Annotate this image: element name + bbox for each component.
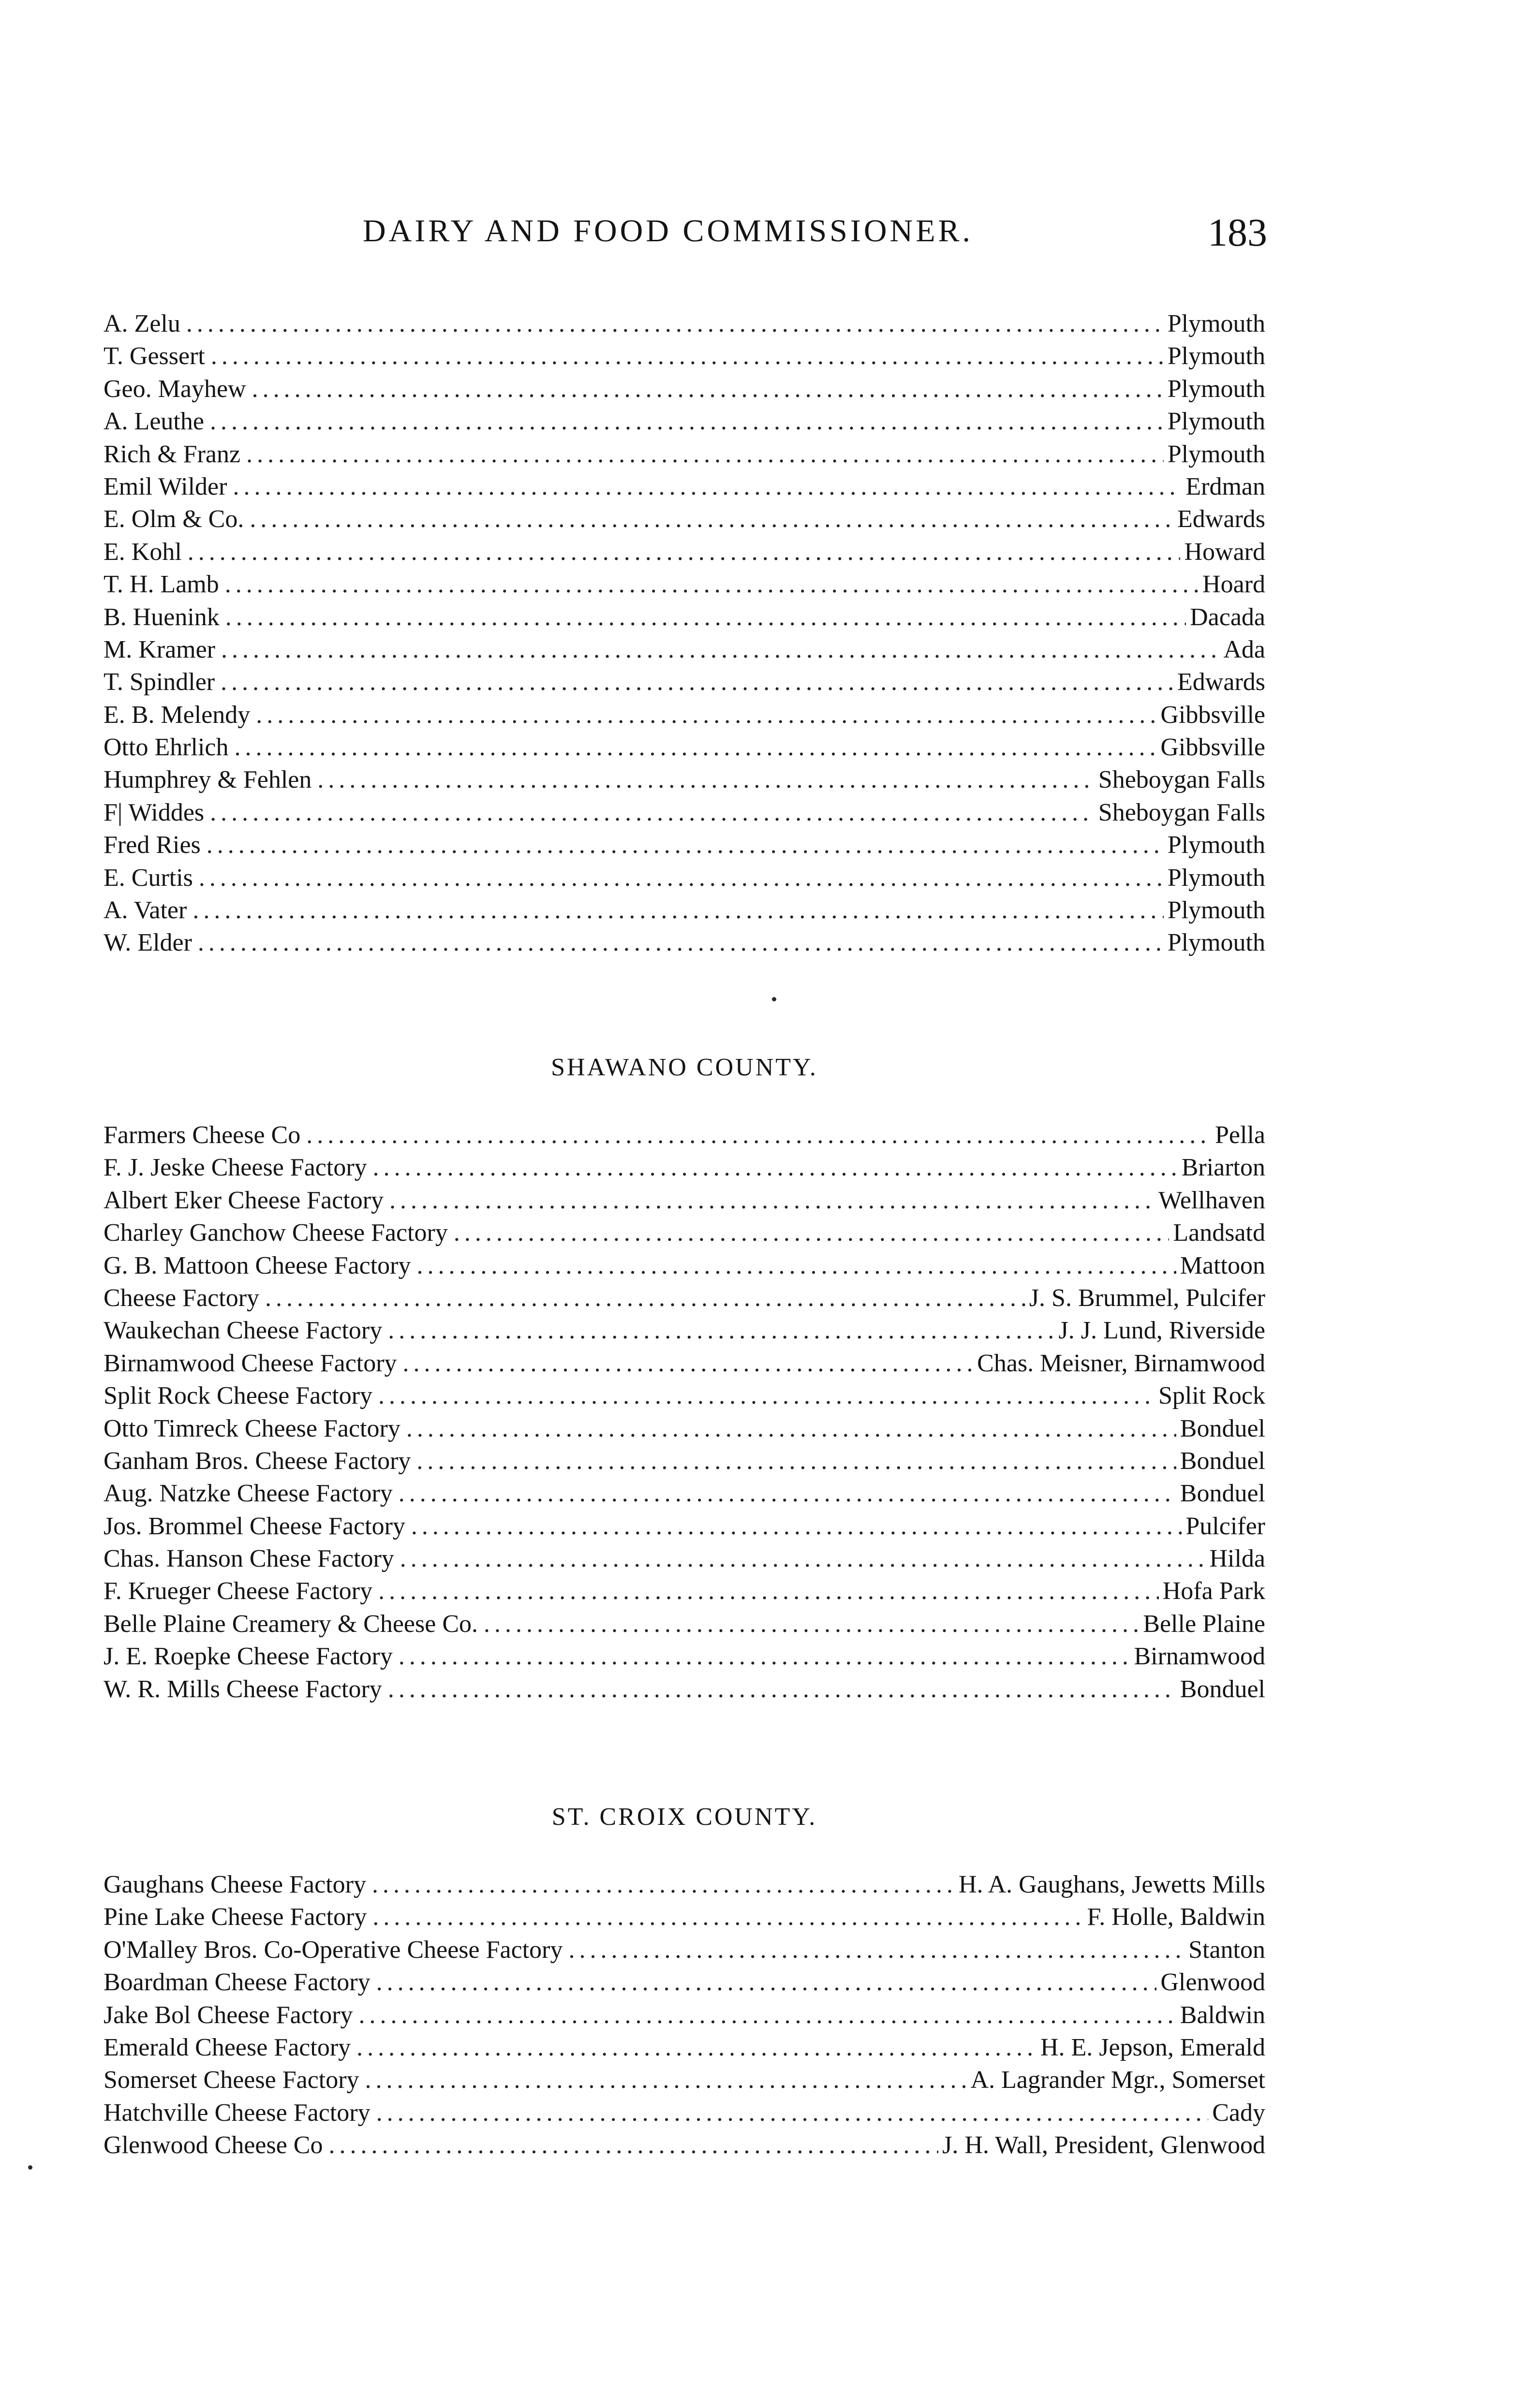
entry-list-shawano-county [104, 1121, 1265, 1707]
entry-location: Split Rock [1158, 1382, 1265, 1410]
entry-location: Hoard [1202, 571, 1265, 599]
entry-location: Plymouth [1167, 831, 1265, 859]
page-title: DAIRY AND FOOD COMMISSIONER. [363, 213, 974, 249]
entry-location: Plymouth [1167, 440, 1265, 468]
entry-location: Plymouth [1167, 896, 1265, 925]
entry-name: A. Vater [104, 896, 187, 925]
page-number: 183 [1208, 210, 1267, 254]
directory-entry [104, 831, 1265, 863]
directory-entry [104, 798, 1265, 831]
entry-location: Plymouth [1167, 375, 1265, 403]
dot-leader [250, 505, 1173, 533]
dot-leader [306, 1121, 1211, 1149]
entry-location: Mattoon [1180, 1251, 1265, 1279]
dot-leader [328, 2131, 938, 2159]
entry-name: T. Spindler [104, 668, 215, 696]
directory-entry [104, 733, 1265, 765]
directory-entry [104, 2099, 1265, 2131]
entry-location: J. J. Lund, Riverside [1058, 1317, 1265, 1345]
dot-leader [265, 1284, 1025, 1312]
entry-name: O'Malley Bros. Co-Operative Cheese Factory [104, 1936, 563, 1964]
entry-location: Bonduel [1180, 1447, 1265, 1475]
directory-entry [104, 375, 1265, 407]
entry-location: Bonduel [1180, 1414, 1265, 1442]
section-heading-shawano-county: SHAWANO COUNTY. [551, 1054, 818, 1081]
dot-leader [454, 1219, 1170, 1247]
entry-name: Belle Plaine Creamery & Cheese Co. [104, 1610, 478, 1638]
entry-location: J. S. Brummel, Pulcifer [1029, 1284, 1265, 1312]
entry-name: Emil Wilder [104, 472, 227, 500]
entry-name: Jos. Brommel Cheese Factory [104, 1512, 405, 1540]
directory-entry [104, 1870, 1265, 1903]
directory-entry [104, 1903, 1265, 1935]
directory-entry [104, 765, 1265, 798]
entry-location: Gibbsville [1160, 734, 1265, 762]
section-heading-st-croix-county: ST. CROIX COUNTY. [551, 1803, 817, 1831]
entry-name: E. B. Melendy [104, 701, 251, 729]
dot-leader [373, 1153, 1178, 1182]
dot-leader [365, 2066, 967, 2094]
entry-name: F. Krueger Cheese Factory [104, 1577, 373, 1605]
dot-leader [317, 765, 1094, 794]
entry-location: Glenwood [1160, 1968, 1265, 1997]
entry-location: Stanton [1188, 1936, 1265, 1964]
entry-location: Plymouth [1167, 408, 1265, 436]
entry-location: Edwards [1177, 505, 1265, 533]
entry-location: Birnamwood [1134, 1643, 1265, 1671]
entry-name: M. Kramer [104, 635, 216, 663]
dot-leader [388, 1316, 1054, 1345]
dot-leader [484, 1610, 1139, 1638]
entry-name: T. Gessert [104, 342, 205, 370]
directory-entry [104, 1186, 1265, 1219]
dot-leader [225, 570, 1199, 599]
directory-entry [104, 1121, 1265, 1153]
entry-name: Rich & Franz [104, 440, 241, 468]
dot-leader [411, 1512, 1182, 1541]
entry-location: H. A. Gaughans, Jewetts Mills [958, 1871, 1265, 1898]
entry-name: Fred Ries [104, 831, 201, 859]
directory-entry [104, 472, 1265, 505]
dot-leader [246, 440, 1164, 469]
entry-name: E. Curtis [104, 864, 193, 892]
directory-entry [104, 1284, 1265, 1316]
dot-leader [389, 1186, 1155, 1215]
dot-leader [207, 831, 1164, 859]
entry-name: W. Elder [104, 929, 192, 957]
entry-location: Plymouth [1167, 929, 1265, 957]
entry-name: F| Widdes [104, 798, 205, 826]
entry-name: Glenwood Cheese Co [104, 2131, 323, 2159]
entry-location: Howard [1184, 538, 1265, 566]
directory-entry [104, 1544, 1265, 1577]
directory-entry [104, 896, 1265, 928]
dot-leader [568, 1936, 1185, 1964]
directory-entry [104, 570, 1265, 602]
dot-leader [372, 1870, 955, 1899]
dot-leader [378, 1381, 1155, 1410]
dot-leader [210, 407, 1164, 436]
dot-leader [403, 1349, 974, 1378]
entry-location: Landsatd [1173, 1219, 1265, 1247]
dot-leader [376, 2099, 1209, 2127]
entry-name: Somerset Cheese Factory [104, 2066, 359, 2094]
directory-entry [104, 1447, 1265, 1479]
directory-entry [104, 538, 1265, 570]
directory-entry [104, 2066, 1265, 2098]
dot-leader [359, 2001, 1176, 2029]
directory-entry [104, 1316, 1265, 1349]
entry-name: A. Zelu [104, 310, 180, 338]
directory-entry [104, 407, 1265, 440]
entry-location: H. E. Jepson, Emerald [1040, 2033, 1265, 2061]
dot-leader [400, 1544, 1206, 1573]
directory-entry [104, 701, 1265, 733]
directory-entry [104, 1936, 1265, 1968]
dot-leader [406, 1414, 1176, 1443]
print-speck [772, 997, 776, 1001]
entry-name: Aug. Natzke Cheese Factory [104, 1480, 393, 1508]
entry-name: Hatchville Cheese Factory [104, 2099, 370, 2127]
entry-location: Gibbsville [1160, 701, 1265, 729]
entry-name: Geo. Mayhew [104, 375, 246, 403]
entry-location: A. Lagrander Mgr., Somerset [970, 2066, 1265, 2094]
entry-name: Albert Eker Cheese Factory [104, 1186, 384, 1214]
entry-name: Gaughans Cheese Factory [104, 1871, 366, 1898]
dot-leader [252, 375, 1164, 403]
print-speck [28, 2165, 32, 2170]
directory-entry [104, 635, 1265, 668]
entry-location: F. Holle, Baldwin [1087, 1903, 1265, 1931]
entry-location: Chas. Meisner, Birnamwood [977, 1349, 1265, 1377]
dot-leader [235, 733, 1157, 762]
entry-name: B. Huenink [104, 603, 220, 631]
entry-location: Ada [1223, 635, 1265, 663]
dot-leader [372, 1903, 1083, 1931]
directory-entry [104, 309, 1265, 342]
entry-location: Cady [1212, 2099, 1265, 2127]
dot-leader [256, 701, 1156, 729]
directory-entry [104, 1512, 1265, 1544]
entry-list-st-croix-county [104, 1870, 1265, 2164]
entry-location: Hofa Park [1162, 1577, 1265, 1605]
entry-name: Humphrey & Fehlen [104, 766, 312, 794]
entry-location: Hilda [1209, 1545, 1265, 1573]
dot-leader [210, 798, 1095, 827]
entry-name: Cheese Factory [104, 1284, 260, 1312]
entry-list-continued [104, 309, 1265, 961]
entry-name: W. R. Mills Cheese Factory [104, 1675, 382, 1703]
directory-entry [104, 440, 1265, 472]
dot-leader [188, 538, 1181, 566]
directory-entry [104, 603, 1265, 635]
entry-name: E. Kohl [104, 538, 182, 566]
entry-name: Boardman Cheese Factory [104, 1968, 370, 1997]
directory-entry [104, 1349, 1265, 1381]
directory-entry [104, 2033, 1265, 2066]
dot-leader [399, 1479, 1176, 1508]
dot-leader [376, 1968, 1157, 1997]
entry-location: J. H. Wall, President, Glenwood [942, 2131, 1265, 2159]
directory-entry [104, 342, 1265, 374]
entry-name: Chas. Hanson Chese Factory [104, 1545, 394, 1573]
directory-entry [104, 505, 1265, 537]
directory-entry [104, 1219, 1265, 1251]
dot-leader [416, 1251, 1176, 1280]
entry-location: Bonduel [1180, 1675, 1265, 1703]
dot-leader [388, 1675, 1176, 1703]
dot-leader [192, 896, 1163, 925]
directory-entry [104, 668, 1265, 700]
directory-entry [104, 1479, 1265, 1512]
entry-location: Pulcifer [1185, 1512, 1265, 1540]
entry-name: T. H. Lamb [104, 571, 219, 599]
entry-location: Bonduel [1180, 1480, 1265, 1508]
running-head [102, 210, 1267, 266]
dot-leader [225, 603, 1186, 631]
entry-name: Charley Ganchow Cheese Factory [104, 1219, 448, 1247]
entry-location: Erdman [1185, 472, 1265, 500]
entry-location: Edwards [1177, 668, 1265, 696]
directory-entry [104, 1577, 1265, 1609]
entry-location: Belle Plaine [1143, 1610, 1265, 1638]
entry-name: Ganham Bros. Cheese Factory [104, 1447, 411, 1475]
entry-name: Otto Timreck Cheese Factory [104, 1414, 400, 1442]
directory-entry [104, 1414, 1265, 1447]
entry-name: Waukechan Cheese Factory [104, 1317, 383, 1345]
entry-location: Baldwin [1180, 2001, 1265, 2029]
entry-name: J. E. Roepke Cheese Factory [104, 1643, 393, 1671]
entry-name: G. B. Mattoon Cheese Factory [104, 1251, 411, 1279]
entry-location: Plymouth [1167, 342, 1265, 370]
entry-location: Pella [1215, 1121, 1265, 1149]
entry-location: Plymouth [1167, 310, 1265, 338]
dot-leader [221, 668, 1173, 696]
dot-leader [186, 309, 1164, 338]
entry-location: Plymouth [1167, 864, 1265, 892]
entry-name: A. Leuthe [104, 408, 204, 436]
dot-leader [356, 2033, 1037, 2062]
dot-leader [211, 342, 1164, 370]
entry-location: Briarton [1181, 1154, 1265, 1182]
entry-name: F. J. Jeske Cheese Factory [104, 1154, 367, 1182]
entry-location: Sheboygan Falls [1098, 798, 1265, 826]
entry-name: Birnamwood Cheese Factory [104, 1349, 397, 1377]
directory-entry [104, 1251, 1265, 1284]
entry-name: Emerald Cheese Factory [104, 2033, 351, 2061]
directory-entry [104, 2001, 1265, 2033]
directory-entry [104, 928, 1265, 961]
dot-leader [198, 928, 1164, 957]
entry-name: Jake Bol Cheese Factory [104, 2001, 353, 2029]
dot-leader [233, 472, 1182, 501]
entry-location: Wellhaven [1158, 1186, 1265, 1214]
directory-entry [104, 1675, 1265, 1707]
directory-entry [104, 2131, 1265, 2163]
entry-name: Otto Ehrlich [104, 734, 229, 762]
dot-leader [221, 635, 1219, 664]
entry-location: Sheboygan Falls [1098, 766, 1265, 794]
directory-entry [104, 1153, 1265, 1186]
directory-entry [104, 1642, 1265, 1674]
dot-leader [378, 1577, 1159, 1605]
entry-name: Split Rock Cheese Factory [104, 1382, 373, 1410]
directory-entry [104, 864, 1265, 896]
dot-leader [199, 864, 1164, 892]
directory-entry [104, 1968, 1265, 2000]
entry-location: Dacada [1190, 603, 1265, 631]
dot-leader [416, 1447, 1176, 1475]
entry-name: E. Olm & Co. [104, 505, 244, 533]
entry-name: Pine Lake Cheese Factory [104, 1903, 367, 1931]
directory-entry [104, 1381, 1265, 1414]
dot-leader [399, 1642, 1130, 1671]
entry-name: Farmers Cheese Co [104, 1121, 301, 1149]
directory-entry [104, 1610, 1265, 1642]
